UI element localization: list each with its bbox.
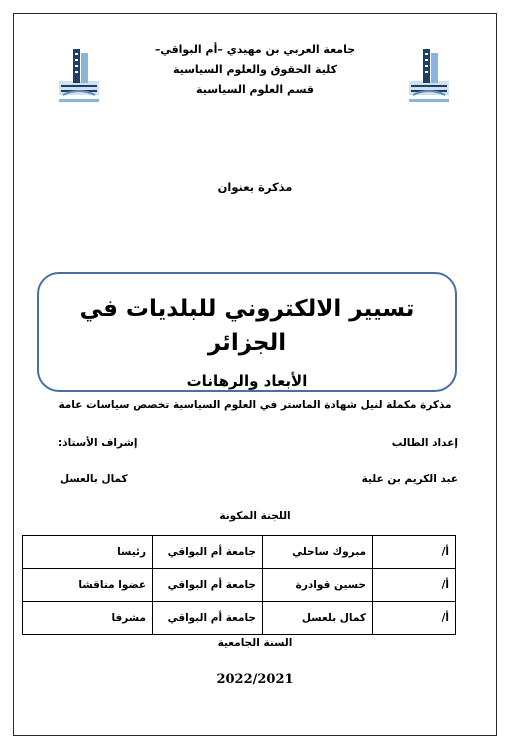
university-logo-icon bbox=[401, 43, 457, 107]
thesis-purpose: مذكرة مكملة لنيل شهادة الماستر في العلوم السياسية تخصص سياسات عامة bbox=[58, 399, 452, 411]
member-name: مبروك ساحلي bbox=[263, 536, 373, 569]
table-row bbox=[23, 536, 456, 569]
committee-title: اللجنة المكونة bbox=[219, 510, 291, 522]
member-role: رئيسا bbox=[23, 536, 153, 569]
academic-year: 2022/2021 bbox=[216, 672, 294, 687]
table-row bbox=[23, 602, 456, 635]
table-row bbox=[23, 569, 456, 602]
university-name: جامعة العربي بن مهيدي –أم البواقي– bbox=[154, 43, 356, 56]
member-role: مشرفا bbox=[23, 602, 153, 635]
thesis-label: مذكرة بعنوان bbox=[217, 180, 293, 194]
department-name: قسم العلوم السياسية bbox=[196, 83, 314, 96]
member-institution: جامعة أم البواقي bbox=[153, 602, 263, 635]
member-institution: جامعة أم البواقي bbox=[153, 569, 263, 602]
sub-title: الأبعاد والرهانات bbox=[186, 372, 308, 390]
supervisor-label: إشراف الأستاذ: bbox=[58, 437, 138, 449]
university-header bbox=[120, 40, 390, 100]
committee-table bbox=[22, 535, 456, 635]
university-logo-icon bbox=[51, 43, 107, 107]
title-box bbox=[37, 272, 457, 392]
member-name: حسين قوادرة bbox=[263, 569, 373, 602]
member-title: أ/ bbox=[373, 569, 456, 602]
faculty-name: كلية الحقوق والعلوم السياسية bbox=[172, 63, 338, 76]
member-name: كمال بلعسل bbox=[263, 602, 373, 635]
member-title: أ/ bbox=[373, 602, 456, 635]
academic-year-label: السنة الجامعية bbox=[217, 637, 293, 649]
supervisor-name: كمال بالعسل bbox=[60, 473, 128, 485]
member-institution: جامعة أم البواقي bbox=[153, 536, 263, 569]
main-title: تسيير الالكتروني للبلديات في الجزائر bbox=[79, 296, 415, 356]
student-label: إعداد الطالب bbox=[391, 437, 458, 449]
student-name: عبد الكريم بن علية bbox=[361, 473, 458, 485]
member-title: أ/ bbox=[373, 536, 456, 569]
member-role: عضوا مناقشا bbox=[23, 569, 153, 602]
